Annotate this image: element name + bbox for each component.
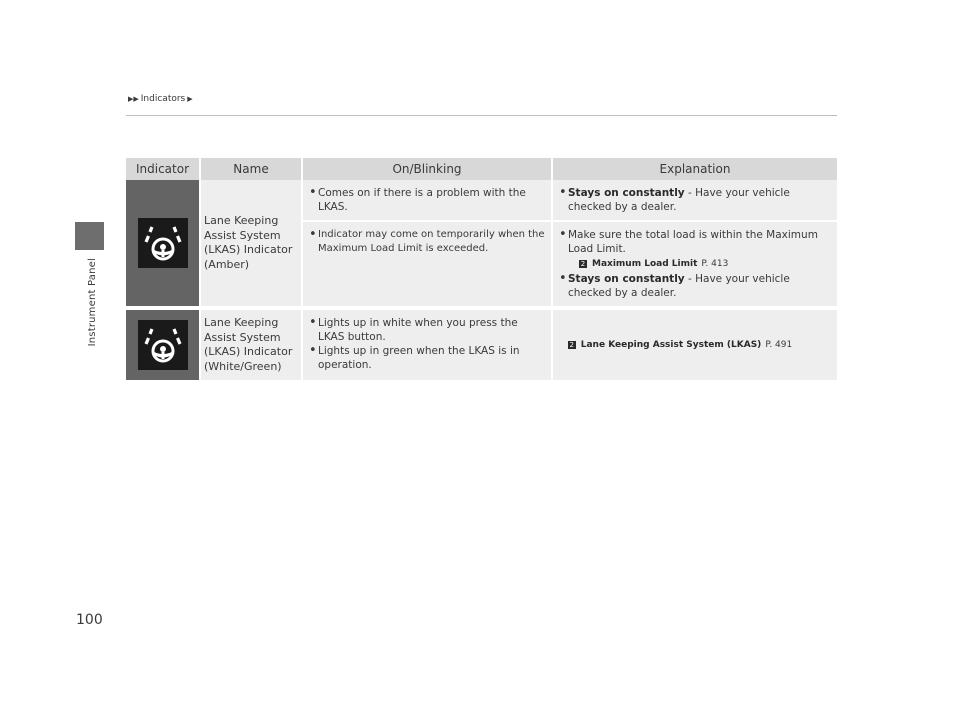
explanation-cell: [552, 221, 837, 308]
header-indicator: Indicator: [126, 158, 200, 180]
page-number: 100: [76, 612, 103, 628]
on-blinking-item: • Lights up in white when you press the LKAS button.: [309, 316, 545, 344]
header-explanation: Explanation: [552, 158, 837, 180]
reference-arrow-icon: 2: [569, 341, 574, 349]
explanation-item: • Stays on constantly - Have your vehicle checked by a dealer.: [559, 272, 831, 300]
indicator-icon-cell: [126, 308, 200, 382]
breadcrumb-section: Indicators: [140, 94, 186, 104]
explanation-cell: [552, 308, 837, 382]
explanation-item: • Make sure the total load is within the Maximum Load Limit.: [559, 228, 831, 256]
indicator-table: [126, 158, 837, 384]
table-row: [126, 308, 837, 382]
cross-reference-link[interactable]: 2 Lane Keeping Assist System (LKAS) P. 491: [569, 340, 793, 350]
breadcrumb-arrow-icon: ▶▶: [128, 95, 139, 103]
table-row: [126, 180, 837, 221]
lkas-icon: [138, 320, 188, 370]
indicator-name-amber: Lane Keeping Assist System (LKAS) Indicator (Amber): [200, 180, 302, 308]
indicator-icon-cell: [126, 180, 200, 308]
on-blinking-item: • Indicator may come on temporarily when the Maximum Load Limit is exceeded.: [309, 228, 545, 256]
explanation-cell: [552, 180, 837, 221]
on-blinking-item: • Lights up in green when the LKAS is in operation.: [309, 344, 545, 372]
header-on-blinking: On/Blinking: [302, 158, 552, 180]
explanation-item: • Stays on constantly - Have your vehicle checked by a dealer.: [559, 186, 831, 214]
on-blinking-cell: [302, 308, 552, 382]
breadcrumb: [128, 94, 193, 104]
on-blinking-cell: [302, 180, 552, 221]
breadcrumb-arrow-icon: ▶: [187, 95, 193, 103]
side-section-label: Instrument Panel: [87, 258, 98, 347]
lkas-icon: [138, 218, 188, 268]
section-tab: [75, 222, 104, 250]
indicator-name-white-green: Lane Keeping Assist System (LKAS) Indicator (White/Green): [200, 308, 302, 382]
header-rule: [126, 115, 837, 116]
cross-reference-link[interactable]: 2 Maximum Load Limit P. 413: [580, 259, 729, 269]
on-blinking-item: • Comes on if there is a problem with the LKAS.: [309, 186, 545, 214]
on-blinking-cell: [302, 221, 552, 308]
table-header-row: [126, 158, 837, 180]
header-name: Name: [200, 158, 302, 180]
reference-arrow-icon: 2: [580, 260, 586, 268]
